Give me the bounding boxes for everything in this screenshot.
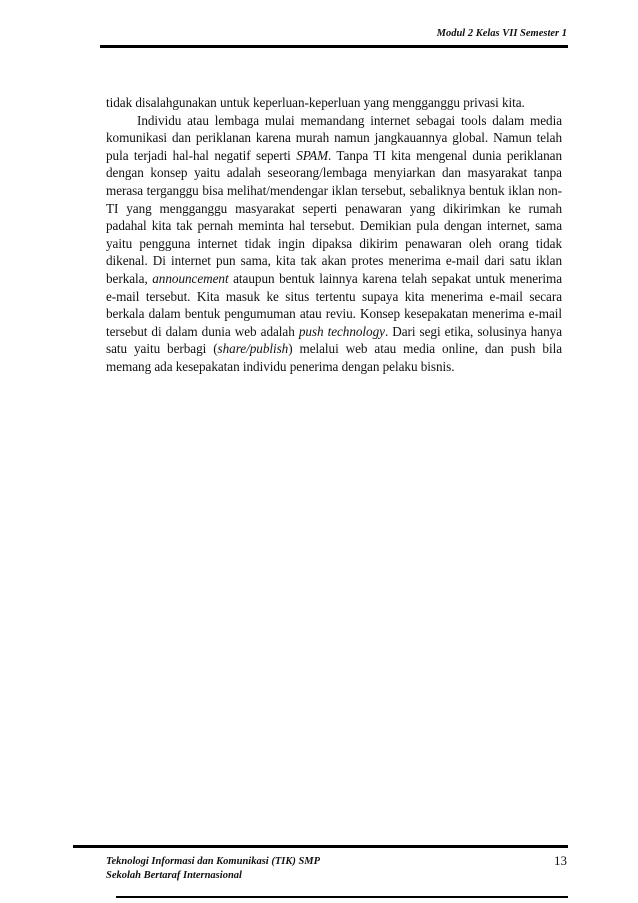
footer-line-2: Sekolah Bertaraf Internasional [106,870,242,881]
module-title: Modul 2 Kelas VII Semester 1 [436,28,567,39]
push-technology-term: push technology [298,323,385,339]
paragraph-2-text-d: . Dari segi etika, solusinya hanya satu yaitu berbagi ( [106,323,562,357]
bottom-divider [116,896,568,898]
share-publish-term: share/publish [217,341,289,357]
spam-term: SPAM [296,147,329,163]
footer-caption [106,855,320,883]
body-text [106,94,562,376]
announcement-term: announcement [152,270,229,286]
footer-divider [73,845,568,848]
paragraph-2-text-e: ) melalui web atau media online, dan push bila memang ada kesepakatan individu penerima dengan pelaku bisnis. [106,341,562,374]
header-divider [100,45,568,48]
footer-line-1: Teknologi Informasi dan Komunikasi (TIK) SMP [106,856,321,867]
paragraph-2 [106,112,562,376]
paragraph-1: tidak disalahgunakan untuk keperluan-keperluan yang mengganggu privasi kita. [106,95,525,110]
paragraph-2-text-a: Individu atau lembaga mulai memandang internet sebagai tools dalam media komunikasi dan periklanan karena murah namun jangkauannya global. Namun telah pula terjadi hal-hal negatif seperti [106,112,562,163]
paragraph-2-text-b: . Tanpa TI kita mengenal dunia periklanan dengan konsep yaitu adalah seseorang/lembaga menyiarkan dan masyarakat tanpa merasa terganggu bisa melihat/mendengar iklan tersebut, sebaliknya bentuk iklan non-TI yang mengganggu masyarakat seperti penawaran yang dikirimkan ke rumah padahal kita tak pernah meminta hal tersebut. Demikian pula dengan internet, sama yaitu pengguna internet tidak ingin dipaksa dikirim penawaran oleh orang tidak dikenal. Di internet pun sama, kita tak akan protes menerima e-mail dari satu iklan berkala, [106,147,562,286]
paragraph-2-text-c: ataupun bentuk lainnya karena telah sepakat untuk menerima e-mail tersebut. Kita masuk ke situs tertentu supaya kita menerima e-mail secara berkala dalam bentuk pengumuman atau reviu. Konsep kesepakatan menerima e-mail tersebut di dalam dunia web adalah [106,270,563,339]
page-number: 13 [554,853,567,868]
